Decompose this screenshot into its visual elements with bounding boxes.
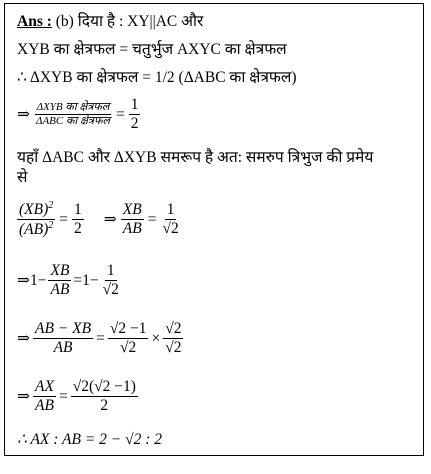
- difference-fraction: $\frac{AB - XB}{AB}$: [35, 320, 92, 356]
- side-ratio-fraction: $\frac{XB}{AB}$: [122, 201, 142, 237]
- area-equality-line: XYB का क्षेत्रफल = चतुर्भुज AXYC का क्षेत्रफल: [17, 41, 287, 58]
- exponent: 2: [48, 200, 54, 211]
- root-over-root-fraction: $\frac{√2}{√2}$: [165, 320, 182, 356]
- inverse-root-fraction: $\frac{1}{√2}$: [162, 201, 179, 237]
- rationalize-line: ⇒ $\frac{AB - XB}{AB}$ = $\frac{√2 -1}{√2}$ × $\frac{√2}{√2}$: [17, 320, 182, 356]
- implies-arrow: ⇒: [17, 105, 30, 123]
- ans-given: (b) दिया है : XY||AC और: [51, 13, 204, 30]
- fraction-denominator: 2: [130, 114, 139, 132]
- implies-arrow: ⇒: [17, 329, 30, 347]
- half-fraction: [129, 96, 141, 133]
- fraction-numerator: 1: [130, 96, 139, 113]
- area-ratio-line: [17, 96, 140, 133]
- similarity-line: यहाँ ΔABC और ΔXYB समरूप है अत: समरुप त्रिभुज की प्रमेय: [17, 149, 374, 166]
- area-half-line: ∴ ΔXYB का क्षेत्रफल = 1/2 (ΔABC का क्षेत्रफल): [17, 69, 297, 86]
- result-fraction-line: ⇒ $\frac{AX}{AB}$ = $\frac{√2(√2 -1)}{2}$: [17, 378, 136, 414]
- half-fraction: $\frac{1}{2}$: [74, 201, 82, 237]
- square-ratio-line: [17, 200, 181, 239]
- fraction-denominator: ΔABC का क्षेत्रफल: [36, 114, 110, 127]
- result-fraction: $\frac{√2(√2 -1)}{2}$: [72, 378, 136, 414]
- inverse-root-fraction: $\frac{1}{√2}$: [102, 262, 119, 298]
- exponent: 2: [48, 219, 54, 231]
- square-ratio-fraction: [17, 200, 55, 239]
- area-ratio-fraction: [34, 101, 112, 127]
- equals-sign: =: [59, 210, 69, 228]
- implies-arrow: ⇒: [103, 210, 117, 228]
- root-minus-one-fraction: $\frac{√2 -1}{√2}$: [109, 320, 147, 356]
- ax-over-ab-fraction: $\frac{AX}{AB}$: [35, 378, 54, 414]
- side-ratio-fraction: $\frac{XB}{AB}$: [50, 262, 70, 298]
- similarity-line-cont: से: [17, 169, 28, 186]
- numerator-base: (XB): [19, 201, 49, 219]
- fraction-numerator: ΔXYB का क्षेत्रफल: [36, 101, 110, 114]
- denominator-base: (AB): [19, 221, 49, 239]
- subtract-line: ⇒1− $\frac{XB}{AB}$ =1− $\frac{1}{√2}$: [17, 262, 119, 298]
- answer-heading: [17, 14, 203, 30]
- equals-sign: =: [115, 105, 125, 123]
- final-ratio-line: ∴ AX : AB = 2 − √2 : 2: [17, 431, 163, 448]
- equals-sign: =: [147, 210, 157, 228]
- implies-arrow: ⇒: [17, 387, 30, 405]
- answer-box: [4, 3, 424, 456]
- ans-label: Ans :: [17, 13, 52, 30]
